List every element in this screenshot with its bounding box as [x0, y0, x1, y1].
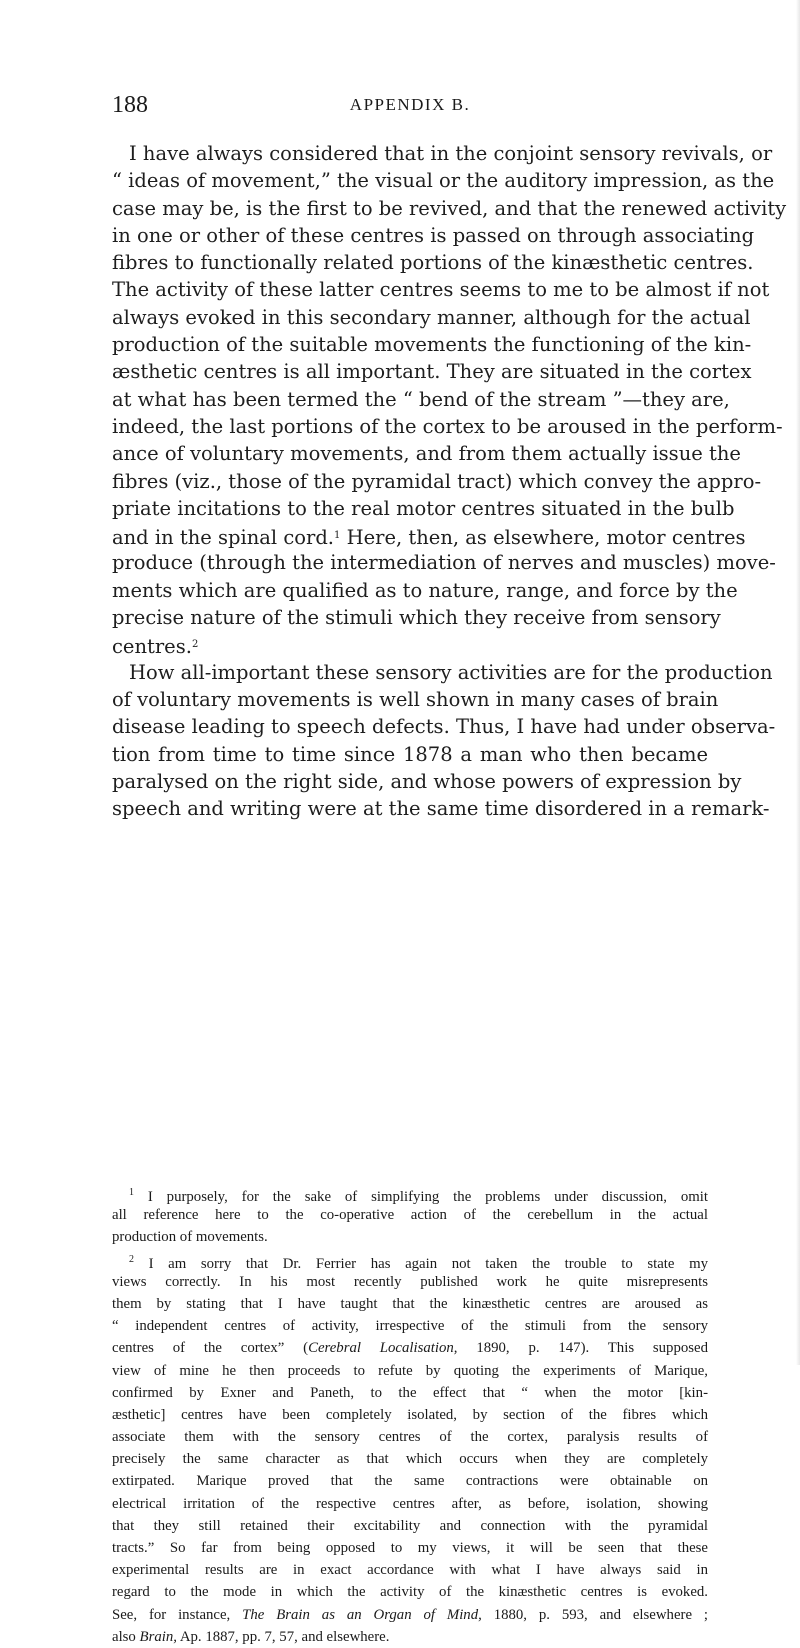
footnote-line: See, for instance, The Brain as an Organ of Mind, 1880, p. 593, and elsewhere ; [112, 1606, 708, 1623]
footnote-line: æsthetic] centres have been completely isolated, by section of the fibres which [112, 1406, 708, 1423]
footnote-ref-1[interactable]: 1 [334, 530, 341, 542]
body-line-tail: Here, then, as elsewhere, motor centres [340, 526, 746, 550]
footnote-mark-1: 1 [129, 1187, 134, 1198]
footnote-ref-2[interactable]: 2 [191, 639, 199, 651]
footnote-line: tracts.” So far from being opposed to my views, it will be seen that these [112, 1540, 708, 1556]
body-line: disease leading to speech defects. Thus, I have had under observa- [112, 715, 776, 739]
footnote-line: all reference here to the co-operative action of the cerebellum in the actual [112, 1207, 708, 1224]
body-line: at what has been termed the “ bend of the stream ”—they are, [112, 387, 730, 411]
cited-work-title: Brain, [139, 1628, 177, 1645]
footnote-line: precisely the same character as that which occurs when they are completely [112, 1451, 708, 1468]
footnote-line: associate them with the sensory centres of the cortex, paralysis results of [112, 1429, 708, 1446]
running-head: APPENDIX B. [349, 95, 471, 114]
body-line: in one or other of these centres is passed on through associating [112, 223, 755, 247]
footnote-line: extirpated. Marique proved that the same contractions were obtainable on [112, 1473, 708, 1490]
page-header [112, 92, 708, 118]
page-number: 188 [112, 92, 148, 118]
body-line: ments which are qualified as to nature, range, and force by the [112, 578, 738, 602]
footnote-line: regard to the mode in which the activity of the kinæsthetic centres is evoked. [112, 1584, 708, 1601]
body-line: produce (through the intermediation of nerves and muscles) move- [112, 551, 776, 575]
body-line: paralysed on the right side, and whose powers of expression by [112, 769, 742, 793]
body-line-head: and in the spinal cord. [112, 526, 335, 550]
footnote-line: that they still retained their excitability and connection with the pyramidal [112, 1517, 708, 1534]
footnote-line: view of mine he then proceeds to refute by quoting the experiments of Marique, [112, 1362, 708, 1379]
body-line: speech and writing were at the same time disordered in a remark- [112, 797, 770, 821]
cited-work-title: Cerebral Localisation, [308, 1340, 458, 1357]
body-line: ance of voluntary movements, and from them actually issue the [112, 442, 741, 466]
body-line: “ ideas of movement,” the visual or the auditory impression, as the [112, 169, 775, 193]
footnote-line: them by stating that I have taught that the kinæsthetic centres are aroused as [112, 1295, 708, 1312]
body-line-head: centres. [112, 635, 192, 659]
body-line: tion from time to time since 1878 a man who then became [112, 742, 708, 766]
body-line: priate incitations to the real motor centres situated in the bulb [112, 496, 735, 520]
footnote-mark-2: 2 [129, 1253, 134, 1265]
footnote-line: experimental results are in exact accordance with what I have always said in [112, 1562, 708, 1579]
body-line: I have always considered that in the conjoint sensory revivals, or [129, 142, 773, 165]
footnote-line: centres of the cortex” (Cerebral Localisation, 1890, p. 147). This supposed [112, 1340, 708, 1357]
footnotes [112, 1182, 708, 1648]
footnote-line: “ independent centres of activity, irrespective of the stimuli from the sensory [112, 1318, 708, 1335]
footnote-line: confirmed by Exner and Paneth, to the effect that “ when the motor [kin- [112, 1384, 708, 1401]
footnote-line: $^1$ I purposely, for the sake of simplifying the problems under discussion, omit [129, 1187, 708, 1205]
body-line: æsthetic centres is all important. They are situated in the cortex [112, 360, 752, 384]
footnote-line: views correctly. In his most recently published work he quite misrepresents [112, 1273, 708, 1290]
body-line: of voluntary movements is well shown in many cases of brain [112, 687, 719, 711]
body-line: The activity of these latter centres seems to me to be almost if not [112, 278, 770, 302]
footnote-line: electrical irritation of the respective centres after, as before, isolation, showing [112, 1495, 708, 1512]
footnote-line: production of movements. [112, 1229, 268, 1246]
body-line: always evoked in this secondary manner, although for the actual [112, 305, 751, 329]
body-line: production of the suitable movements the functioning of the kin- [112, 333, 752, 357]
footnote-line: $^2$ I am sorry that Dr. Ferrier has again not taken the trouble to state my [129, 1253, 708, 1272]
body-line [112, 522, 746, 550]
body-line: fibres to functionally related portions of the kinæsthetic centres. [112, 251, 754, 275]
body-line: case may be, is the first to be revived, and that the renewed activity [112, 196, 787, 220]
page-edge [796, 0, 800, 1365]
body-line: How all-important these sensory activities are for the production [129, 660, 773, 684]
body-line: fibres (viz., those of the pyramidal tract) which convey the appro- [112, 469, 762, 493]
body-line: indeed, the last portions of the cortex to be aroused in the perform- [112, 414, 783, 438]
body-line [112, 631, 708, 658]
body-line: precise nature of the stimuli which they receive from sensory [112, 606, 721, 630]
cited-work-title: The Brain as an Organ of Mind, [242, 1606, 482, 1623]
footnote-line: also Brain, Ap. 1887, pp. 7, 57, and elsewhere. [112, 1628, 390, 1645]
body-text [112, 140, 787, 822]
